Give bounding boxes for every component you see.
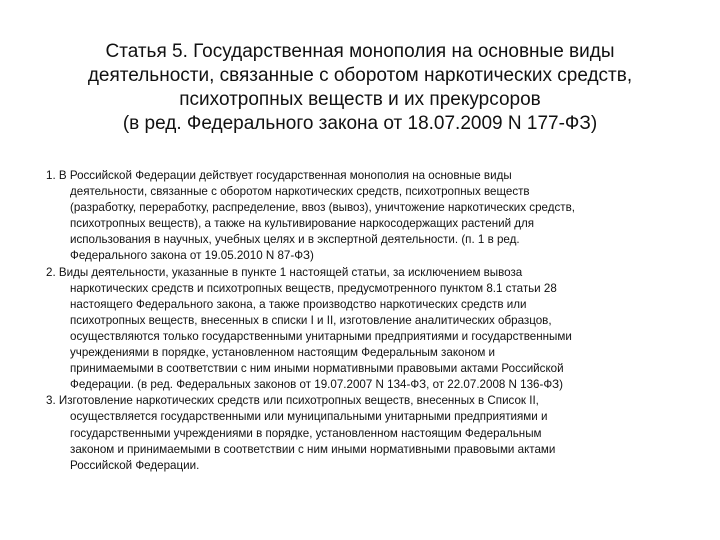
paragraph-line: деятельности, связанные с оборотом наркотических средств, психотропных веществ	[70, 185, 530, 199]
paragraph-line: использования в научных, учебных целях и в экспертной деятельности. (п. 1 в ред.	[70, 233, 520, 247]
paragraph-line: осуществляются только государственными унитарными предприятиями и государственными	[70, 329, 572, 343]
paragraph-2	[46, 265, 686, 394]
paragraph-line: осуществляется государственными или муниципальными унитарными предприятиями и	[70, 410, 548, 424]
paragraph-line: настоящего Федерального закона, а также производство наркотических средств или	[70, 297, 527, 311]
article-title-line: (в ред. Федерального закона от 18.07.2009 N 177-ФЗ)	[122, 113, 598, 134]
paragraph-line: психотропных веществ), а также на культивирование наркосодержащих растений для	[70, 217, 535, 231]
paragraph-line: 3. Изготовление наркотических средств или психотропных веществ, внесенных в Список II,	[46, 394, 539, 408]
paragraph-3	[46, 393, 686, 473]
article-title-line: психотропных веществ и их прекурсоров	[179, 89, 541, 110]
paragraph-1	[46, 168, 686, 265]
article-title-line: деятельности, связанные с оборотом наркотических средств,	[87, 65, 633, 86]
paragraph-line: учреждениями в порядке, установленном настоящим Федеральным законом и	[70, 346, 495, 360]
article-body	[46, 168, 686, 474]
paragraph-line: Федерации. (в ред. Федеральных законов от 19.07.2007 N 134-ФЗ, от 22.07.2008 N 136-ФЗ)	[70, 378, 564, 392]
paragraph-line: наркотических средств и психотропных веществ, предусмотренного пунктом 8.1 статьи 28	[70, 281, 557, 295]
article-title	[30, 40, 690, 136]
paragraph-line: Российской Федерации.	[70, 458, 200, 472]
paragraph-line: Федерального закона от 19.05.2010 N 87-ФЗ)	[70, 249, 314, 263]
article-title-line: Статья 5. Государственная монополия на основные виды	[105, 41, 615, 62]
paragraph-line: принимаемыми в соответствии с ним иными нормативными правовыми актами Российской	[70, 362, 564, 376]
paragraph-line: 2. Виды деятельности, указанные в пункте 1 настоящей статьи, за исключением вывоза	[46, 265, 523, 279]
paragraph-line: законом и принимаемыми в соответствии с ним иными нормативными правовыми актами	[70, 442, 556, 456]
paragraph-line: (разработку, переработку, распределение, ввоз (вывоз), уничтожение наркотических средств,	[70, 201, 575, 215]
paragraph-line: психотропных веществ, внесенных в списки I и II, изготовление аналитических образцов,	[70, 313, 552, 327]
paragraph-line: государственными учреждениями в порядке, установленном настоящим Федеральным	[70, 426, 542, 440]
paragraph-line: 1. В Российской Федерации действует государственная монополия на основные виды	[46, 169, 512, 182]
